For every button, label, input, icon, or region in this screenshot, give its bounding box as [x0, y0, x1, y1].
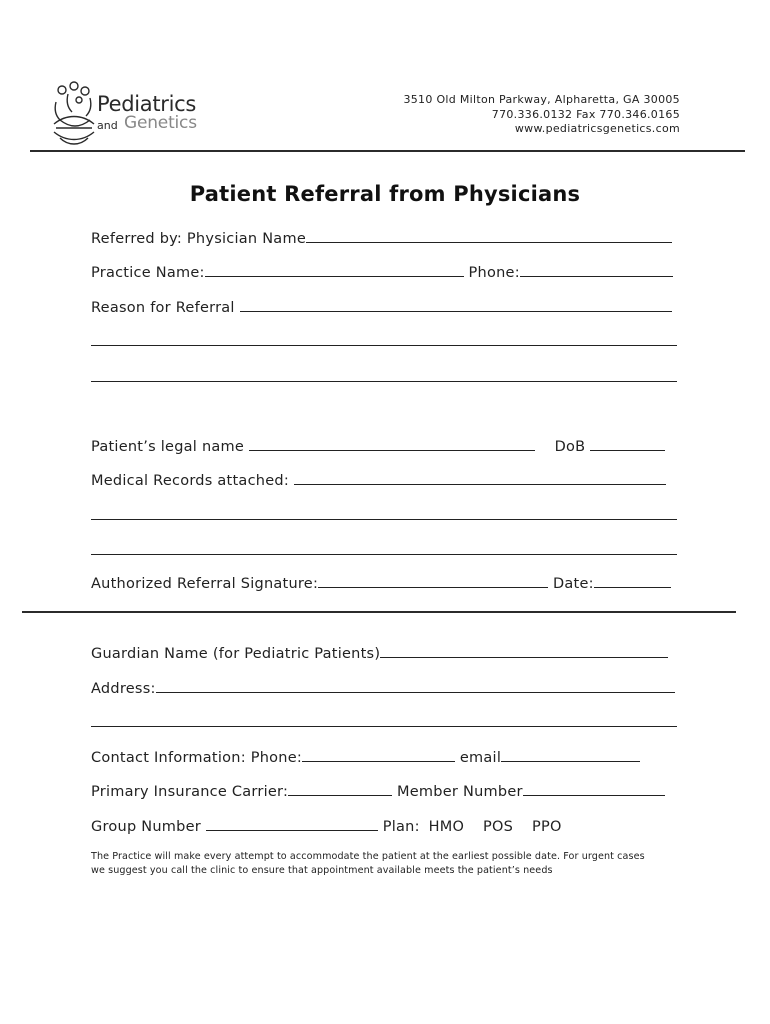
patient-name-field[interactable]	[249, 437, 535, 451]
patient-row	[91, 437, 665, 455]
practice-name-field[interactable]	[205, 263, 464, 277]
practice-note	[91, 850, 645, 877]
insurance-row	[91, 782, 665, 800]
section-divider	[22, 611, 736, 613]
member-number-label: Member Number	[396, 784, 523, 800]
practice-row	[91, 263, 673, 281]
physician-name-field[interactable]	[306, 229, 672, 243]
insurance-label: Primary Insurance Carrier:	[91, 784, 289, 800]
medical-records-field[interactable]	[294, 471, 666, 485]
plan-option-hmo[interactable]: HMO	[428, 819, 465, 835]
form-title: Patient Referral from Physicians	[189, 182, 581, 206]
guardian-label: Guardian Name (for Pediatric Patients)	[91, 646, 381, 662]
practice-name-label: Practice Name:	[91, 265, 205, 281]
signature-field[interactable]	[318, 574, 548, 588]
medical-records-label: Medical Records attached:	[91, 473, 289, 489]
address-continuation-line[interactable]	[91, 726, 677, 727]
group-plan-row	[91, 817, 562, 835]
patient-name-label: Patient’s legal name	[91, 439, 245, 455]
address-website: www.pediatricsgenetics.com	[514, 122, 680, 135]
dob-label: DoB	[554, 439, 586, 455]
records-continuation-line-1[interactable]	[91, 519, 677, 520]
contact-phone-field[interactable]	[302, 748, 455, 762]
logo-word-genetics: Genetics	[124, 113, 197, 133]
contact-row	[91, 748, 640, 766]
reason-continuation-line-1[interactable]	[91, 345, 677, 346]
records-continuation-line-2[interactable]	[91, 554, 677, 555]
signature-label: Authorized Referral Signature:	[91, 576, 319, 592]
dob-field[interactable]	[590, 437, 665, 451]
reason-row	[91, 298, 672, 316]
referred-by-row	[91, 229, 672, 247]
guardian-name-field[interactable]	[380, 644, 668, 658]
family-dna-icon	[50, 80, 98, 150]
reason-field[interactable]	[240, 298, 672, 312]
group-number-label: Group Number	[91, 819, 202, 835]
header-divider	[30, 150, 745, 152]
guardian-row	[91, 644, 668, 662]
address-row	[91, 679, 675, 697]
reason-continuation-line-2[interactable]	[91, 381, 677, 382]
plan-label: Plan:	[382, 819, 420, 835]
contact-phone-label: Contact Information: Phone:	[91, 750, 303, 766]
group-number-field[interactable]	[206, 817, 378, 831]
referred-by-label: Referred by: Physician Name	[91, 231, 306, 247]
date-label: Date:	[552, 576, 594, 592]
clinic-address-block	[403, 93, 680, 137]
note-line-1: The Practice will make every attempt to accommodate the patient at the earliest possible date. For urgent cases	[91, 851, 645, 862]
plan-option-pos[interactable]: POS	[483, 819, 514, 835]
date-field[interactable]	[594, 574, 671, 588]
logo-word-pediatrics: Pediatrics	[97, 92, 197, 116]
address-street: 3510 Old Milton Parkway, Alpharetta, GA 30005	[403, 93, 680, 106]
signature-row	[91, 574, 671, 592]
reason-label: Reason for Referral	[91, 300, 235, 316]
insurance-carrier-field[interactable]	[288, 782, 392, 796]
address-label: Address:	[91, 681, 156, 697]
logo-word-and: and	[97, 119, 118, 132]
note-line-2: we suggest you call the clinic to ensure that appointment available meets the patient’s needs	[91, 864, 553, 876]
member-number-field[interactable]	[523, 782, 665, 796]
phone-field[interactable]	[520, 263, 673, 277]
pediatrics-genetics-logo	[50, 80, 210, 150]
medical-records-row	[91, 471, 666, 489]
address-field[interactable]	[156, 679, 675, 693]
phone-label: Phone:	[468, 265, 520, 281]
email-field[interactable]	[501, 748, 640, 762]
address-phone-fax: 770.336.0132 Fax 770.346.0165	[491, 107, 680, 121]
email-label: email	[459, 750, 502, 766]
plan-option-ppo[interactable]: PPO	[532, 819, 562, 835]
